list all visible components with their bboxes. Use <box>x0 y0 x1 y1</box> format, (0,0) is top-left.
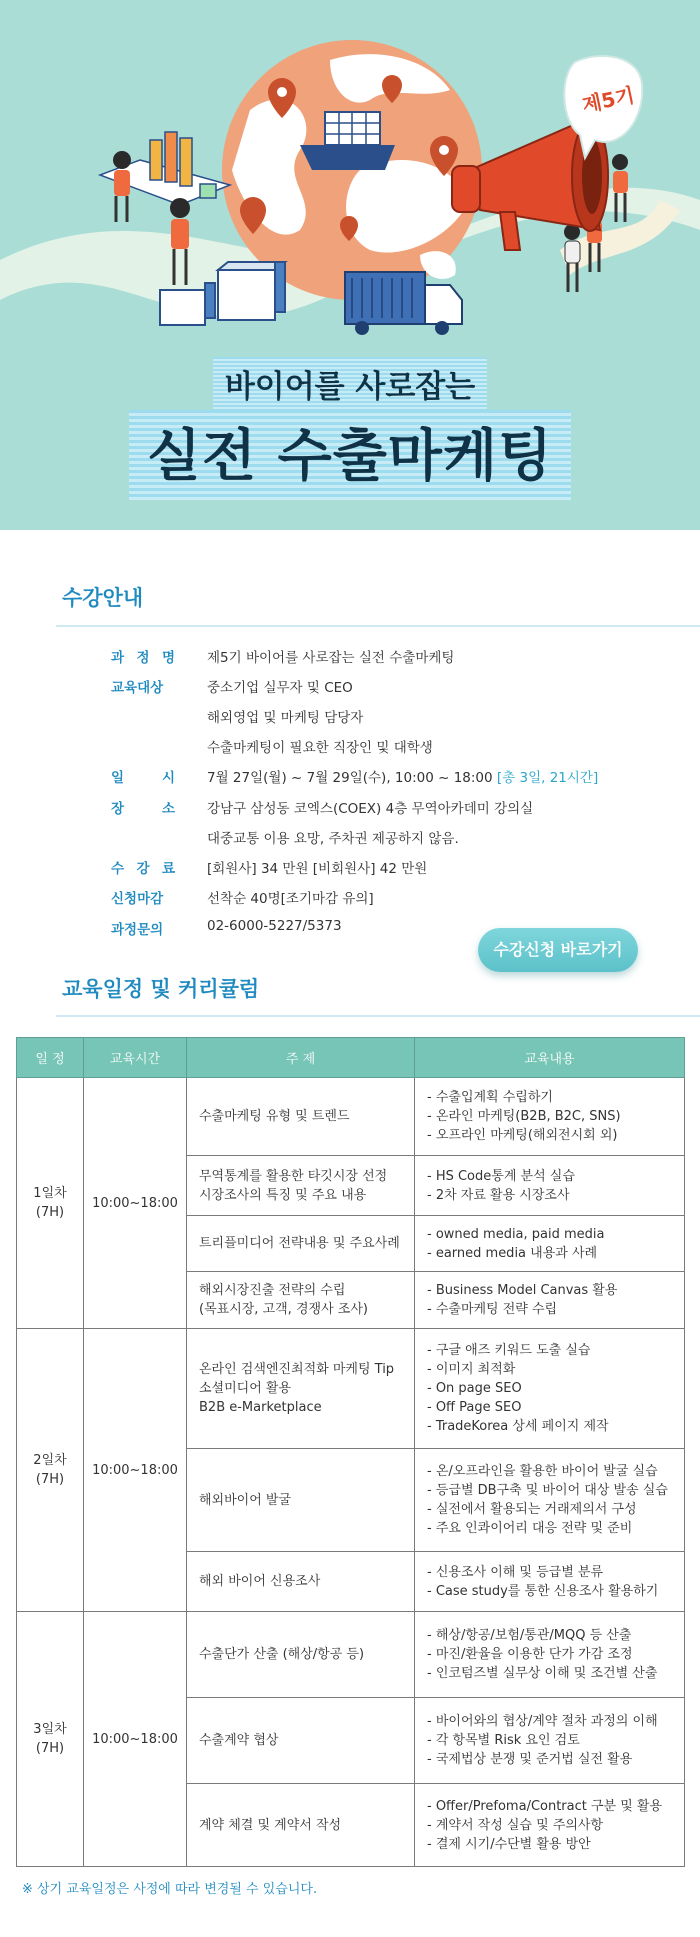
info-row <box>0 676 700 698</box>
content-line: - 주요 인콰이어리 대응 전략 및 준비 <box>427 1521 633 1536</box>
content-line: - 수출마케팅 전략 수립 <box>427 1302 558 1317</box>
info-value <box>207 676 353 696</box>
topic-line: 온라인 검색엔진최적화 마케팅 Tip <box>199 1362 395 1377</box>
info-value <box>207 857 427 877</box>
content-line: - 마진/환율을 이용한 단가 가감 조정 <box>427 1647 633 1662</box>
content-line: - 2차 자료 활용 시장조사 <box>427 1187 570 1203</box>
topic-cell <box>187 1449 415 1552</box>
topic-cell <box>187 1272 415 1329</box>
info-value <box>207 797 533 817</box>
topic-cell <box>187 1698 415 1784</box>
title-wrap <box>0 410 700 500</box>
info-row <box>0 736 700 758</box>
info-value <box>207 918 342 934</box>
content-cell <box>415 1156 685 1216</box>
topic-cell <box>187 1784 415 1867</box>
content-line: - 국제법상 분쟁 및 준거법 실전 활용 <box>427 1752 633 1767</box>
content-line: - 해상/항공/보험/통관/MQQ 등 산출 <box>427 1628 632 1643</box>
topic-cell <box>187 1612 415 1698</box>
topic-line: 해외바이어 발굴 <box>199 1492 292 1508</box>
info-section-title: 수강안내 <box>62 586 144 610</box>
content-line: - 등급별 DB구축 및 바이어 대상 발송 실습 <box>427 1483 668 1498</box>
info-value-text: 수출마케팅이 필요한 직장인 및 대학생 <box>207 740 433 756</box>
topic-cell <box>187 1078 415 1156</box>
info-row <box>0 857 700 879</box>
info-label: 과정문의 <box>111 922 164 938</box>
time-cell: 10:00~18:00 <box>84 1612 187 1867</box>
header-time: 교육시간 <box>84 1038 187 1078</box>
day-cell <box>17 1329 84 1612</box>
topic-line: B2B e-Marketplace <box>199 1400 322 1415</box>
info-value-text: 제5기 바이어를 사로잡는 실전 수출마케팅 <box>207 650 455 666</box>
content-cell <box>415 1329 685 1449</box>
content-line: - 온/오프라인을 활용한 바이어 발굴 실습 <box>427 1464 658 1479</box>
content-cell <box>415 1216 685 1272</box>
info-value <box>207 736 433 756</box>
info-label: 교육대상 <box>111 680 164 696</box>
content-line: - 이미지 최적화 <box>427 1362 516 1377</box>
topic-cell <box>187 1329 415 1449</box>
info-value <box>207 646 454 666</box>
info-row <box>0 706 700 728</box>
content-line: - 각 항목별 Risk 요인 검토 <box>427 1733 580 1748</box>
topic-line: 수출계약 협상 <box>199 1733 279 1748</box>
topic-line: 해외 바이어 신용조사 <box>199 1574 321 1589</box>
header-schedule: 일 정 <box>17 1038 84 1078</box>
header-topic: 주 제 <box>187 1038 415 1078</box>
info-value-text: 강남구 삼성동 코엑스(COEX) 4층 무역아카데미 강의실 <box>207 801 534 817</box>
info-label: 장 소 <box>111 801 175 817</box>
content-line: - On page SEO <box>427 1381 522 1396</box>
content-line: - 오프라인 마케팅(해외전시회 외) <box>427 1128 618 1143</box>
day-hours: (7H) <box>35 1205 65 1220</box>
topic-line: 시장조사의 특징 및 주요 내용 <box>199 1187 367 1203</box>
info-label: 수 강 료 <box>111 861 175 877</box>
topic-line: 트리플미디어 전략내용 및 주요사례 <box>199 1236 400 1251</box>
content-line: - Business Model Canvas 활용 <box>427 1283 618 1298</box>
content-line: - Case study를 통한 신용조사 활용하기 <box>427 1583 659 1599</box>
content-line: - Off Page SEO <box>427 1400 522 1415</box>
hero-subtitle: 바이어를 사로잡는 <box>213 357 487 412</box>
day-cell <box>17 1612 84 1867</box>
content-line: - 온라인 마케팅(B2B, B2C, SNS) <box>427 1109 621 1124</box>
content-line: - 바이어와의 협상/계약 절차 과정의 이해 <box>427 1714 658 1729</box>
topic-cell <box>187 1156 415 1216</box>
info-value-text: 중소기업 실무자 및 CEO <box>207 680 353 696</box>
info-row <box>0 766 700 788</box>
info-value-text: [회원사] 34 만원 [비회원사] 42 만원 <box>207 861 428 877</box>
time-cell: 10:00~18:00 <box>84 1329 187 1612</box>
day-cell <box>17 1078 84 1329</box>
content-cell <box>415 1612 685 1698</box>
content-line: - HS Code통계 분석 실습 <box>427 1168 575 1184</box>
topic-line: 무역통계를 활용한 타깃시장 선정 <box>199 1168 388 1184</box>
content-cell <box>415 1272 685 1329</box>
info-value <box>207 827 459 847</box>
curriculum-table <box>16 1037 685 1867</box>
info-label: 신청마감 <box>111 891 164 907</box>
info-row <box>0 827 700 849</box>
topic-line: 소셜미디어 활용 <box>199 1381 292 1396</box>
info-row <box>0 646 700 668</box>
content-line: - TradeKorea 상세 페이지 제작 <box>427 1419 609 1434</box>
content-cell <box>415 1078 685 1156</box>
info-label: 일 시 <box>111 770 175 786</box>
info-value-text: 해외영업 및 마케팅 담당자 <box>207 710 364 726</box>
curriculum-section-divider <box>56 1015 700 1017</box>
topic-cell <box>187 1552 415 1612</box>
table-row <box>17 1078 685 1156</box>
topic-cell <box>187 1216 415 1272</box>
content-line: - 수출입계획 수립하기 <box>427 1090 553 1105</box>
content-cell <box>415 1449 685 1552</box>
schedule-note: ※ 상기 교육일정은 사정에 따라 변경될 수 있습니다. <box>22 1882 318 1897</box>
topic-line: 계약 체결 및 계약서 작성 <box>199 1817 342 1833</box>
badge-label: 제5기 <box>580 82 637 118</box>
content-cell <box>415 1784 685 1867</box>
content-line: - Offer/Prefoma/Contract 구분 및 활용 <box>427 1798 663 1814</box>
table-row <box>17 1329 685 1449</box>
content-line: - 계약서 작성 실습 및 주의사항 <box>427 1817 604 1833</box>
topic-line: 수출단가 산출 (해상/항공 등) <box>199 1647 365 1662</box>
content-line: - 신용조사 이해 및 등급별 분류 <box>427 1564 604 1580</box>
content-line: - 실전에서 활용되는 거래제의서 구성 <box>427 1502 637 1517</box>
topic-line: 해외시장진출 전략의 수립 <box>199 1283 346 1298</box>
info-value <box>207 766 598 786</box>
content-line: - earned media 내용과 사례 <box>427 1245 598 1261</box>
day-label: 1일차 <box>33 1186 67 1201</box>
content-cell <box>415 1698 685 1784</box>
content-line: - 구글 애즈 키워드 도출 실습 <box>427 1343 591 1358</box>
content-line: - owned media, paid media <box>427 1226 605 1242</box>
topic-line: 수출마케팅 유형 및 트렌드 <box>199 1109 350 1124</box>
info-value <box>207 706 363 726</box>
info-label: 과 정 명 <box>111 650 175 666</box>
info-row <box>0 797 700 819</box>
table-row <box>17 1612 685 1698</box>
info-value-text: 대중교통 이용 요망, 주차권 제공하지 않음. <box>207 831 459 847</box>
hero-banner <box>0 0 700 530</box>
apply-button[interactable]: 수강신청 바로가기 <box>478 928 638 972</box>
info-section-divider <box>56 625 700 627</box>
table-header-row <box>17 1038 685 1078</box>
topic-line: (목표시장, 고객, 경쟁사 조사) <box>199 1302 368 1317</box>
day-hours: (7H) <box>35 1472 65 1487</box>
info-value-text: 선착순 40명[조기마감 유의] <box>207 891 374 907</box>
info-row <box>0 887 700 909</box>
content-line: - 인코텀즈별 실무상 이해 및 조건별 산출 <box>427 1666 658 1681</box>
curriculum-section-title: 교육일정 및 커리큘럼 <box>62 977 260 1001</box>
info-value-text: 02-6000-5227/5373 <box>207 918 342 934</box>
subtitle-wrap <box>0 357 700 412</box>
header-content: 교육내용 <box>415 1038 685 1078</box>
content-line: - 결제 시기/수단별 활용 방안 <box>427 1836 591 1852</box>
day-label: 3일차 <box>33 1722 67 1737</box>
day-label: 2일차 <box>33 1453 67 1468</box>
content-cell <box>415 1552 685 1612</box>
truck-icon <box>345 272 462 335</box>
info-highlight: [총 3일, 21시간] <box>496 770 599 786</box>
info-value-text: 7월 27일(월) ~ 7월 29일(수), 10:00 ~ 18:00 <box>207 770 497 786</box>
time-cell: 10:00~18:00 <box>84 1078 187 1329</box>
day-hours: (7H) <box>35 1741 65 1756</box>
hero-title: 실전 수출마케팅 <box>129 410 571 500</box>
info-value <box>207 887 374 907</box>
